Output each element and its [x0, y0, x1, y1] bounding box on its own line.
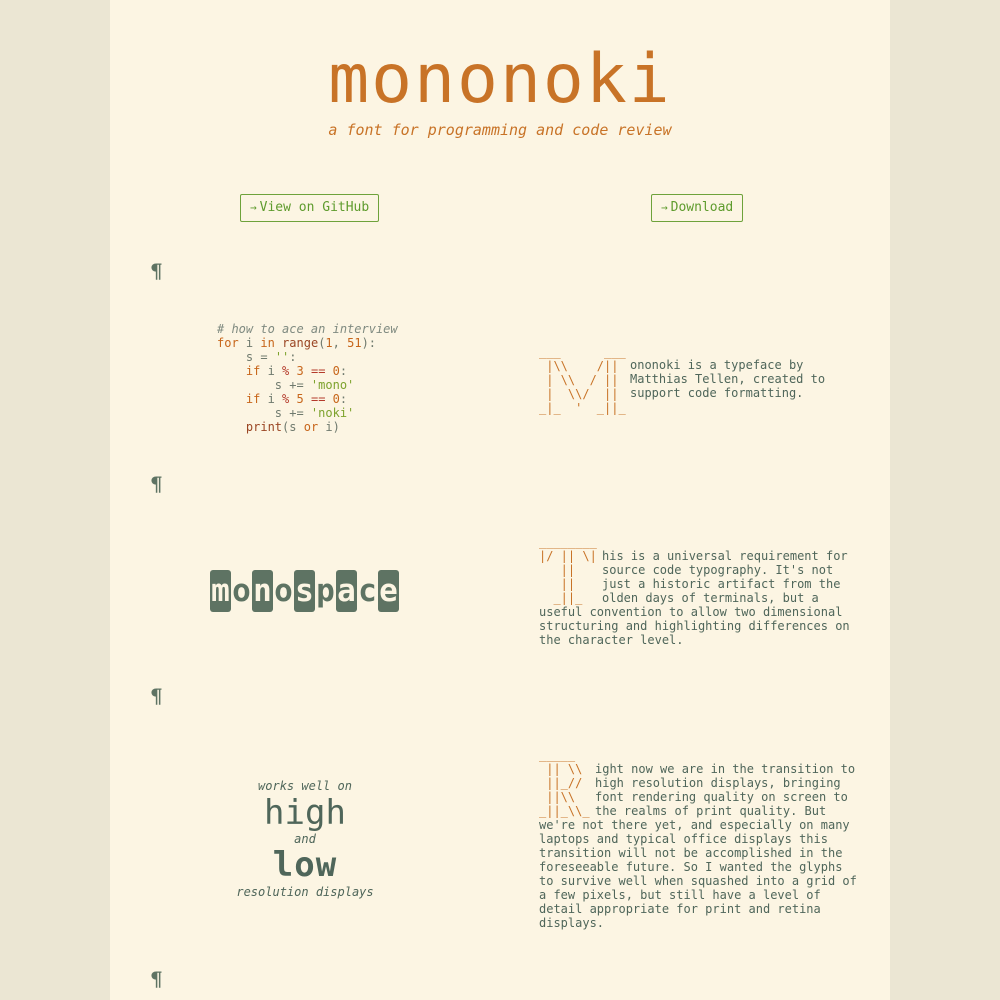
code-token: s =	[245, 350, 275, 364]
code-token: :	[339, 364, 348, 378]
code-token: 51	[347, 336, 362, 350]
monospace-letter: c	[358, 573, 377, 609]
monospace-letter: m	[210, 570, 231, 612]
ascii-letter-m: ___ ___ |\\ /|| | \\ / || | \\/ || _|_ ' _||_	[539, 345, 626, 415]
code-token: if	[245, 364, 261, 378]
code-token: %	[282, 364, 290, 378]
code-token: 0	[332, 392, 340, 406]
pilcrow-section-2: ¶	[150, 472, 163, 496]
monospace-paragraph-wrap: his is a universal requirement for source code typography. It's not just a historic artifact from the olden days of terminals, but a	[602, 549, 848, 605]
resolution-label: resolution displays	[236, 885, 374, 899]
code-token: 3	[296, 364, 304, 378]
page-subtitle: a font for programming and code review	[328, 121, 672, 139]
pilcrow-section-1: ¶	[150, 259, 163, 283]
github-button-label: View on GitHub	[259, 200, 370, 215]
pilcrow-section-3: ¶	[150, 684, 163, 708]
high-label: high	[264, 793, 346, 833]
code-token: range	[282, 336, 319, 350]
arrow-right-icon: →	[250, 201, 257, 214]
code-token: s +=	[274, 406, 311, 420]
works-well-label: works well on	[258, 779, 352, 793]
page	[110, 0, 890, 1000]
code-token: or	[303, 420, 319, 434]
code-token: print	[245, 420, 283, 434]
monospace-letter: a	[336, 570, 357, 612]
and-label: and	[294, 832, 316, 846]
monospace-letter: p	[316, 573, 335, 609]
code-token: ==	[310, 392, 326, 406]
code-comment: # how to ace an interview	[217, 322, 398, 336]
code-token: 0	[332, 364, 340, 378]
code-token: if	[245, 392, 261, 406]
code-token: (	[318, 336, 326, 350]
arrow-right-icon: →	[661, 201, 668, 214]
download-button-label: Download	[670, 200, 734, 215]
monospace-paragraph-rest: useful convention to allow two dimensional structuring and highlighting differences on the character level.	[539, 605, 850, 647]
low-label: low	[272, 845, 338, 885]
intro-paragraph: ononoki is a typeface by Matthias Tellen, created to support code formatting.	[630, 358, 826, 400]
code-token: s +=	[274, 378, 311, 392]
code-token: :	[339, 392, 348, 406]
monospace-letter: e	[378, 570, 399, 612]
monospace-letter: o	[232, 573, 251, 609]
monospace-letter: o	[274, 573, 293, 609]
monospace-highlight-word	[210, 570, 399, 612]
code-token: ):	[361, 336, 377, 350]
resolution-paragraph-wrap: ight now we are in the transition to high resolution displays, bringing font rendering quality on screen to the realms of print quality. But	[595, 762, 856, 818]
view-on-github-button[interactable]	[240, 194, 379, 222]
code-token: 5	[296, 392, 304, 406]
ascii-letter-r: _____ || \\ ||_// ||\\ _||_\\_	[539, 748, 590, 818]
code-token: in	[260, 336, 275, 350]
code-token: ''	[274, 350, 290, 364]
resolution-paragraph-rest: we're not there yet, and especially on many laptops and typical office displays this transition will not be accomplished in the foreseeable future. So I wanted the glyphs to survive well when squashed into a grid of a few pixels, but still have a level of detail appropriate for print and retina displays.	[539, 818, 857, 930]
page-title: mononoki	[328, 40, 672, 119]
code-token: ==	[310, 364, 326, 378]
code-token: i	[260, 364, 283, 378]
code-token: 'mono'	[310, 378, 355, 392]
ascii-letter-t: ________ |/ || \| || || _||_	[539, 535, 597, 605]
code-token: (s	[282, 420, 304, 434]
code-token: for	[217, 336, 239, 350]
code-token: i	[260, 392, 283, 406]
monospace-letter: n	[252, 570, 273, 612]
code-token: i	[238, 336, 261, 350]
code-token: :	[289, 350, 297, 364]
code-token: i)	[318, 420, 340, 434]
code-token: 1	[325, 336, 333, 350]
code-token: %	[282, 392, 290, 406]
code-token: ,	[332, 336, 348, 350]
monospace-letter: s	[294, 570, 315, 612]
download-button[interactable]	[651, 194, 743, 222]
code-sample	[217, 322, 398, 434]
code-token: 'noki'	[310, 406, 355, 420]
pilcrow-section-4: ¶	[150, 967, 163, 991]
